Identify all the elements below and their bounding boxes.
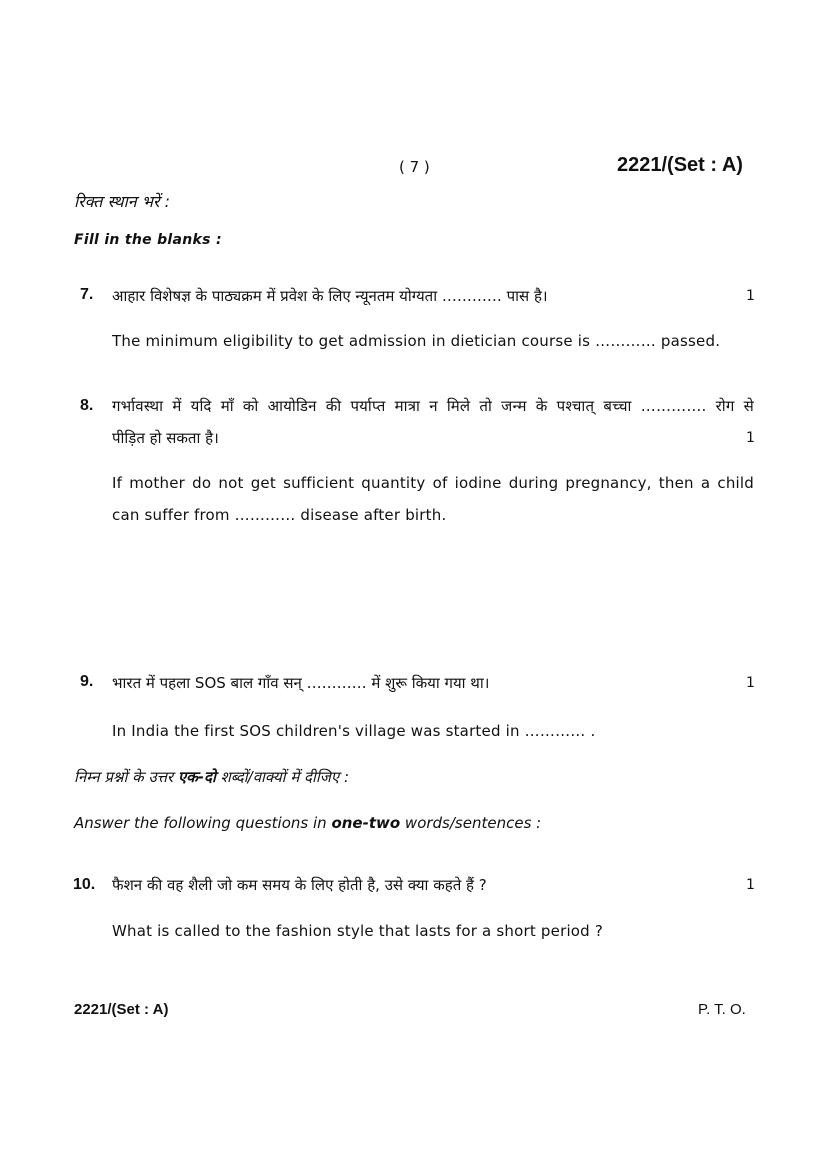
question-7-english: The minimum eligibility to get admission in dietician course is ………… passed. bbox=[112, 332, 721, 350]
question-10-hindi: फैशन की वह शैली जो कम समय के लिए होती है, उसे क्या कहते हैं ? bbox=[112, 876, 487, 894]
question-9-marks: 1 bbox=[746, 675, 755, 691]
question-10-english: What is called to the fashion style that lasts for a short period ? bbox=[112, 922, 604, 940]
instruction-hindi: निम्न प्रश्नों के उत्तर एक-दो शब्दों/वाक्यों में दीजिए : bbox=[74, 768, 350, 786]
question-number-7: 7. bbox=[80, 286, 94, 303]
question-number-10: 10. bbox=[73, 876, 96, 893]
question-8-marks: 1 bbox=[746, 430, 755, 446]
question-8-english-line1: If mother do not get sufficient quantity of iodine during pregnancy, then a child bbox=[112, 474, 754, 492]
instruction-english: Answer the following questions in one-two words/sentences : bbox=[74, 814, 542, 832]
question-7-hindi: आहार विशेषज्ञ के पाठ्यक्रम में प्रवेश के लिए न्यूनतम योग्यता ………… पास है। bbox=[112, 287, 548, 305]
page-number: ( 7 ) bbox=[399, 158, 430, 176]
section-title-hindi: रिक्त स्थान भरें : bbox=[74, 192, 170, 211]
question-8-english-line2: can suffer from ………… disease after birth. bbox=[112, 506, 447, 524]
question-9-hindi: भारत में पहला SOS बाल गाँव सन् ………… में शुरू किया गया था। bbox=[112, 674, 490, 692]
section-title-english: Fill in the blanks : bbox=[74, 232, 222, 248]
pto-label: P. T. O. bbox=[698, 1001, 746, 1018]
question-8-hindi-line2: पीड़ित हो सकता है। bbox=[112, 429, 219, 447]
paper-code-header: 2221/(Set : A) bbox=[617, 154, 743, 176]
question-number-8: 8. bbox=[80, 397, 94, 414]
question-7-marks: 1 bbox=[746, 288, 755, 304]
question-number-9: 9. bbox=[80, 673, 94, 690]
question-9-english: In India the first SOS children's village was started in ………… . bbox=[112, 722, 596, 740]
question-10-marks: 1 bbox=[746, 877, 755, 893]
paper-code-footer: 2221/(Set : A) bbox=[74, 1001, 169, 1018]
question-8-hindi-line1: गर्भावस्था में यदि माँ को आयोडिन की पर्याप्त मात्रा न मिले तो जन्म के पश्चात् बच्चा …………. रोग से bbox=[112, 397, 754, 415]
